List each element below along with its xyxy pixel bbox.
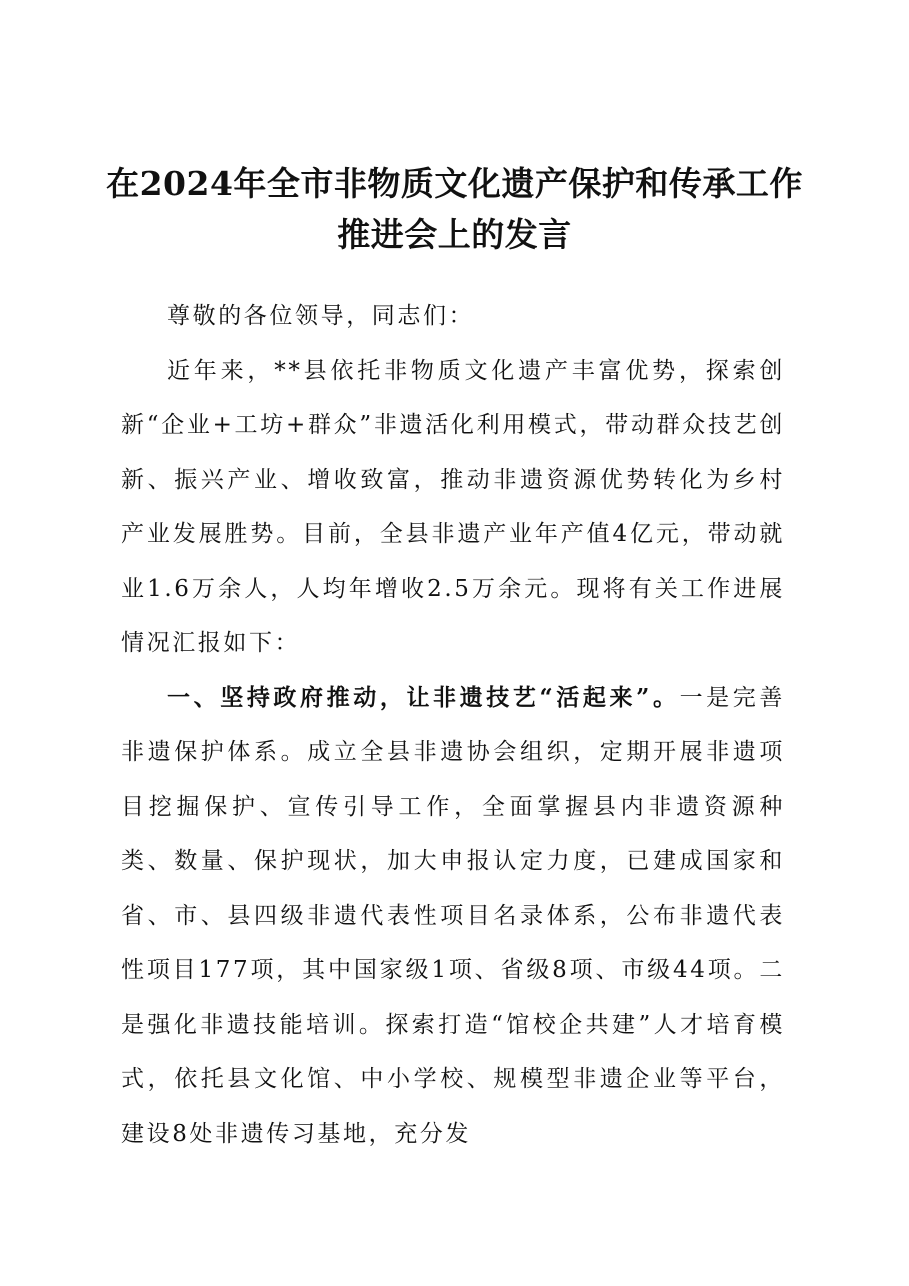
section-1-text: 一是完善非遗保护体系。成立全县非遗协会组织，定期开展非遗项目挖掘保护、宣传引导工作，全面掌握县内非遗资源种类、数量、保护现状，加大申报认定力度，已建成国家和省、市、县四级非遗代表性项目名录体系，公布非遗代表性项目177项，其中国家级1项、省级8项、市级44项。二是强化非遗技能培训。探索打造“馆校企共建”人才培育模式，依托县文化馆、中小学校、规模型非遗企业等平台，建设8处非遗传习基地，充分发 <box>121 684 785 1147</box>
intro-paragraph: 近年来，**县依托非物质文化遗产丰富优势，探索创新“企业+工坊+群众”非遗活化利用模式，带动群众技艺创新、振兴产业、增收致富，推动非遗资源优势转化为乡村产业发展胜势。目前，全县非遗产业年产值4亿元，带动就业1.6万余人，人均年增收2.5万余元。现将有关工作进展情况汇报如下： <box>121 357 785 656</box>
greeting-paragraph: 尊敬的各位领导，同志们： <box>167 303 475 329</box>
section-1-heading: 一、坚持政府推动，让非遗技艺“活起来”。 <box>167 683 680 711</box>
section-1-paragraph <box>121 671 785 1162</box>
document-body <box>121 289 785 1161</box>
document-title: 在2024年全市非物质文化遗产保护和传承工作推进会上的发言 <box>106 164 803 254</box>
